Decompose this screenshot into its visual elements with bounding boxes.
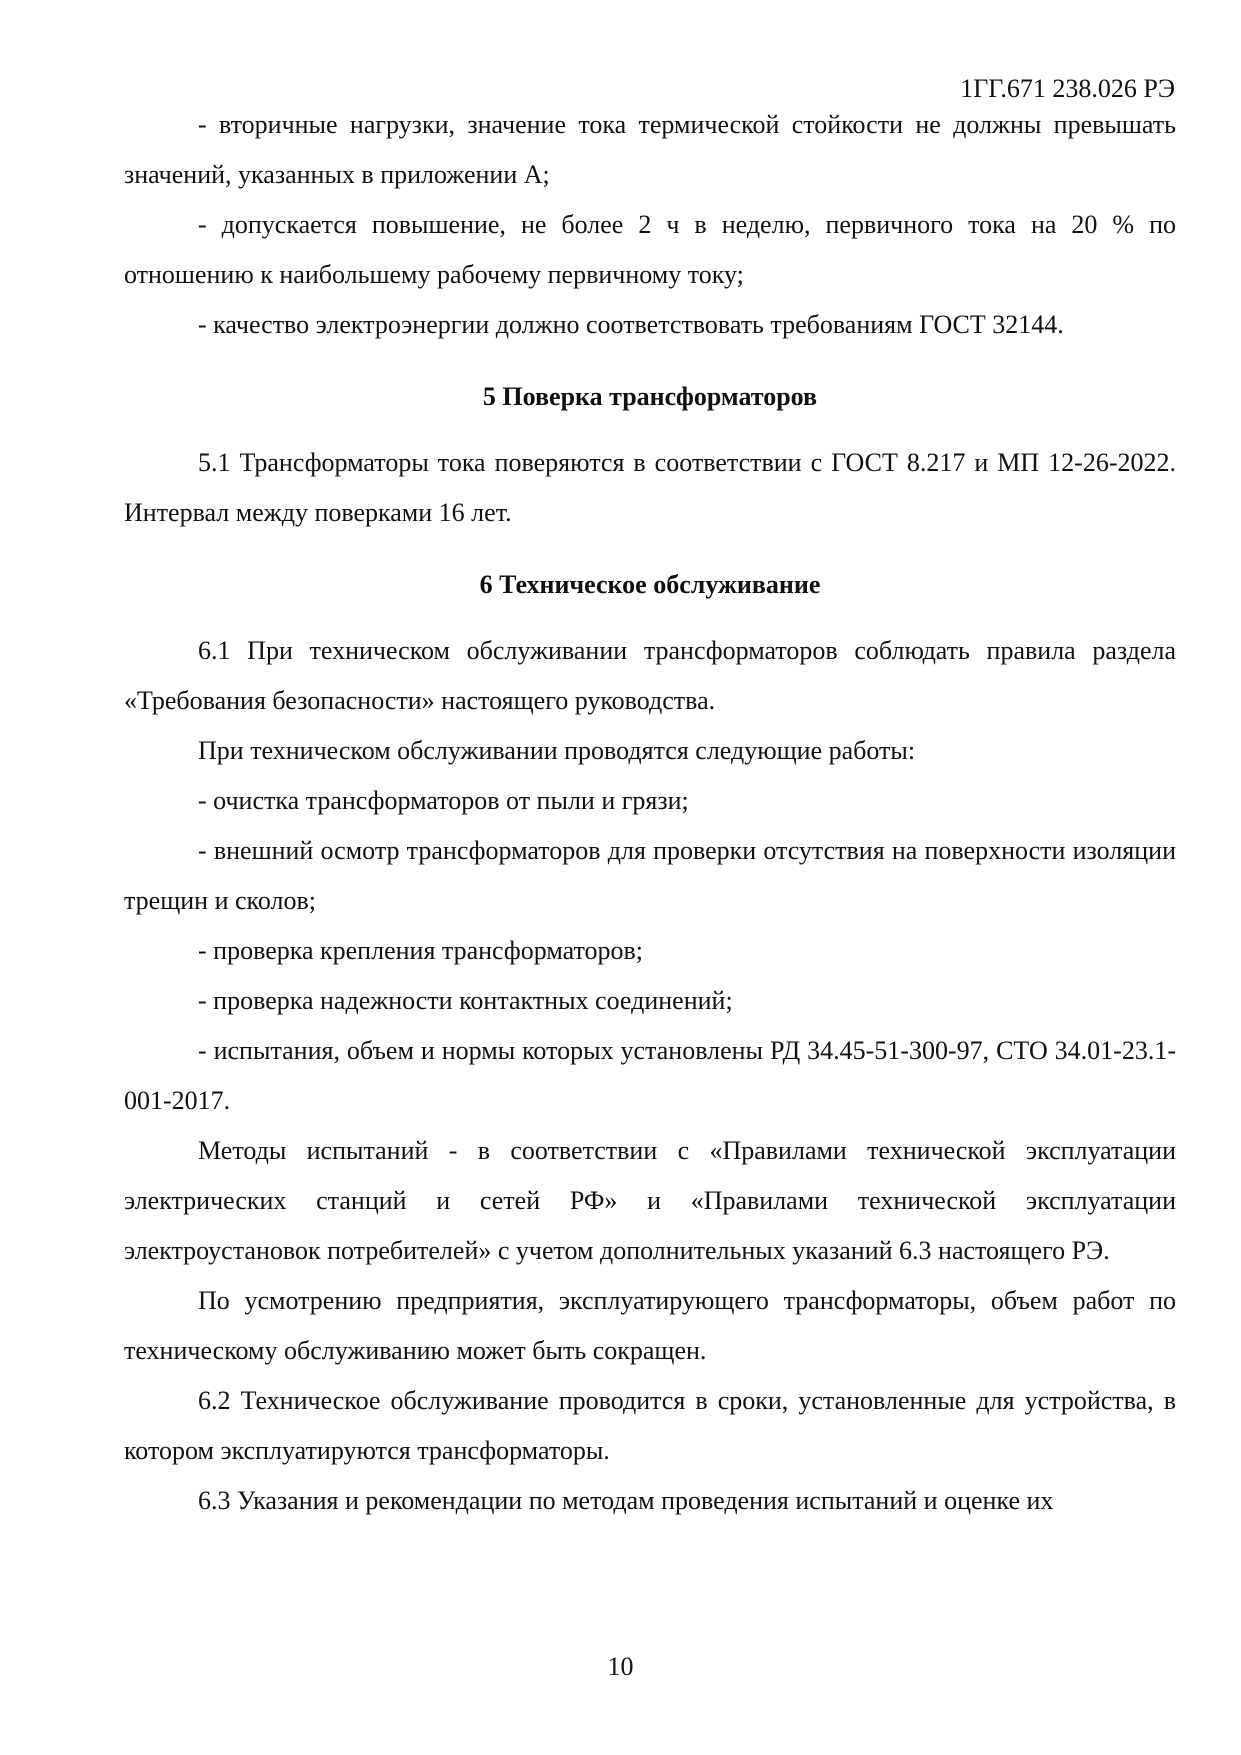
paragraph-works-intro: При техническом обслуживании проводятся следующие работы:	[198, 736, 916, 765]
paragraph-power-quality: - качество электроэнергии должно соответствовать требованиям ГОСТ 32144.	[198, 310, 1064, 339]
paragraph-secondary-loads: - вторичные нагрузки, значение тока термической стойкости не должны превышать значений, указанных в приложении А;	[124, 110, 1176, 189]
paragraph-6-3: 6.3 Указания и рекомендации по методам проведения испытаний и оценке их	[198, 1486, 1054, 1515]
list-item-tests: - испытания, объем и нормы которых установлены РД 34.45-51-300-97, СТО 34.01-23.1-001-2017.	[124, 1036, 1176, 1115]
page-number: 10	[607, 1652, 634, 1681]
section-6-heading: 6 Техническое обслуживание	[479, 570, 821, 599]
paragraph-6-1: 6.1 При техническом обслуживании трансформаторов соблюдать правила раздела «Требования безопасности» настоящего руководства.	[124, 636, 1176, 715]
list-item-contacts-check: - проверка надежности контактных соединений;	[198, 986, 733, 1015]
paragraph-test-methods: Методы испытаний - в соответствии с «Правилами технической эксплуатации электрических станций и сетей РФ» и «Правилами технической эксплуатации электроустановок потребителей» с учетом дополнительных указаний 6.3 настоящего РЭ.	[124, 1136, 1176, 1265]
paragraph-overcurrent: - допускается повышение, не более 2 ч в неделю, первичного тока на 20 % по отношению к наибольшему рабочему первичному току;	[124, 210, 1176, 289]
list-item-inspection: - внешний осмотр трансформаторов для проверки отсутствия на поверхности изоляции трещин и сколов;	[124, 836, 1176, 915]
section-5-heading: 5 Поверка трансформаторов	[482, 382, 818, 411]
paragraph-6-2: 6.2 Техническое обслуживание проводится в сроки, установленные для устройства, в котором эксплуатируются трансформаторы.	[124, 1386, 1176, 1465]
list-item-cleaning: - очистка трансформаторов от пыли и грязи;	[198, 786, 689, 815]
document-code: 1ГГ.671 238.026 РЭ	[960, 74, 1175, 103]
list-item-mounting-check: - проверка крепления трансформаторов;	[198, 936, 644, 965]
paragraph-5-1: 5.1 Трансформаторы тока поверяются в соответствии с ГОСТ 8.217 и МП 12-26-2022. Интервал между поверками 16 лет.	[124, 448, 1176, 527]
paragraph-scope-reduction: По усмотрению предприятия, эксплуатирующего трансформаторы, объем работ по техническому обслуживанию может быть сокращен.	[124, 1286, 1176, 1365]
page-content	[124, 100, 1176, 1526]
